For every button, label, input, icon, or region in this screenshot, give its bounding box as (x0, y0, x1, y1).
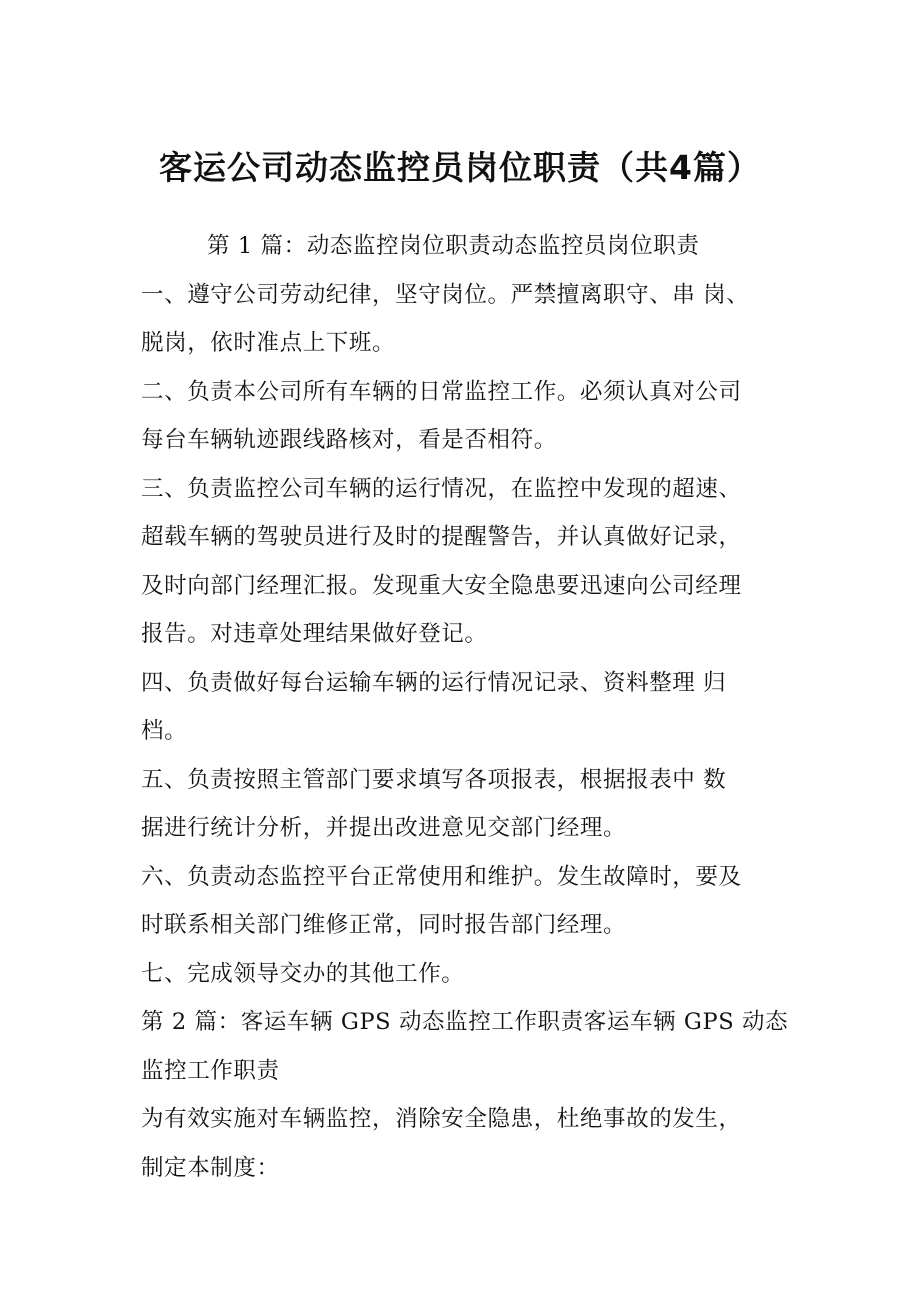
paragraph-line: 监控工作职责 (141, 1057, 280, 1084)
paragraph-line: 二、负责本公司所有车辆的日常监控工作。必须认真对公司 (141, 378, 742, 405)
paragraph-line: 五、负责按照主管部门要求填写各项报表，根据报表中 数 (141, 766, 727, 793)
paragraph-line: 据进行统计分析，并提出改进意见交部门经理。 (141, 815, 627, 841)
paragraph-line: 一、遵守公司劳动纪律，坚守岗位。严禁擅离职守、串 岗、 (141, 281, 750, 308)
paragraph-line: 报告。对违章处理结果做好登记。 (141, 621, 488, 647)
document-body (141, 222, 791, 1192)
paragraph-line: 七、完成领导交办的其他工作。 (141, 960, 465, 987)
paragraph-line: 脱岗，依时准点上下班。 (141, 330, 396, 356)
paragraph-line: 为有效实施对车辆监控，消除安全隐患，杜绝事故的发生， (141, 1106, 742, 1132)
paragraph-line: 档。 (141, 718, 188, 744)
paragraph-line: 制定本制度： (141, 1154, 280, 1181)
paragraph-line: 每台车辆轨迹跟线路核对，看是否相符。 (141, 427, 557, 453)
paragraph-line: 四、负责做好每台运输车辆的运行情况记录、资料整理 归 (141, 669, 727, 696)
paragraph-line: 时联系相关部门维修正常，同时报告部门经理。 (141, 912, 627, 938)
paragraph-line: 六、负责动态监控平台正常使用和维护。发生故障时，要及 (141, 863, 742, 890)
paragraph-line: 及时向部门经理汇报。发现重大安全隐患要迅速向公司经理 (141, 572, 742, 599)
paragraph-line: 超载车辆的驾驶员进行及时的提醒警告，并认真做好记录， (141, 524, 742, 550)
document-title: 客运公司动态监控员岗位职责（共4篇） (159, 148, 761, 187)
section-heading-2: 第 2 篇：客运车辆 GPS 动态监控工作职责客运车辆 GPS 动态 (141, 1009, 789, 1035)
section-heading-1: 第 1 篇：动态监控岗位职责动态监控员岗位职责 (207, 233, 700, 259)
paragraph-line: 三、负责监控公司车辆的运行情况，在监控中发现的超速、 (141, 475, 742, 502)
